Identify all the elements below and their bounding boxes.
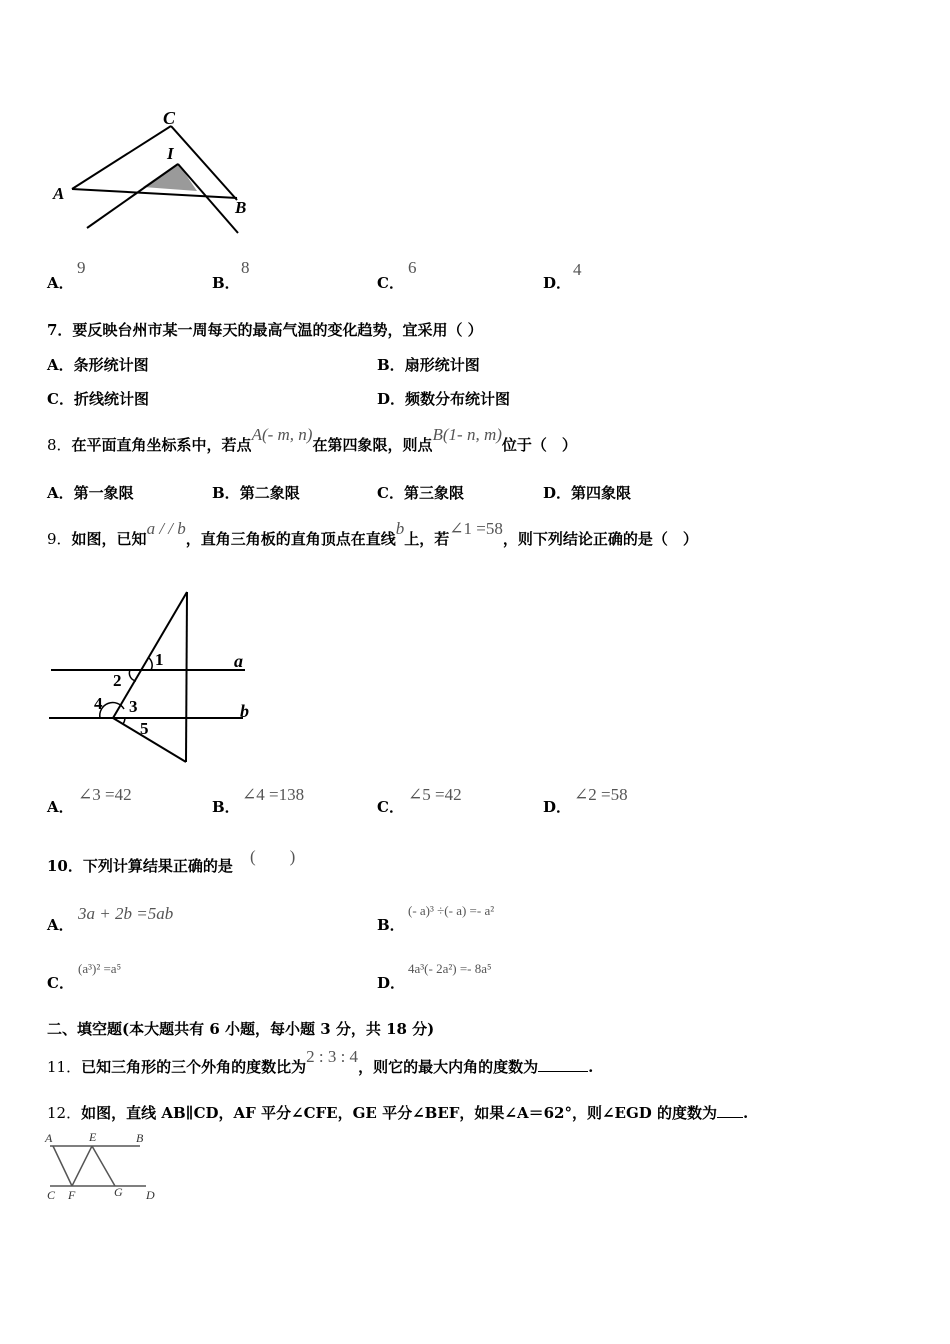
label-1: 1 (155, 650, 164, 669)
q8-option-d[interactable]: D．第四象限 (543, 484, 632, 502)
q8-stem: 8．在平面直角坐标系中，若点A(- m, n)在第四象限，则点B(1- n, m)位于（ ） (47, 425, 577, 454)
q10-option-d[interactable]: D． (377, 974, 406, 992)
triangle-hypotenuse (113, 592, 187, 718)
q8-option-b[interactable]: B．第二象限 (212, 484, 300, 502)
label-a: A (45, 1131, 53, 1145)
line-eg (92, 1146, 115, 1186)
label-a-line: a (234, 651, 243, 671)
label-b: B (136, 1131, 144, 1145)
q8-option-c[interactable]: C．第三象限 (377, 484, 464, 502)
q6-option-d-value: 4 (573, 260, 582, 279)
q10-option-c[interactable]: C． (47, 974, 74, 992)
label-b: B (235, 198, 247, 217)
angle-arc-4 (100, 703, 124, 718)
q10-option-a[interactable]: A． (47, 916, 74, 934)
q9-option-a[interactable]: A． (47, 798, 74, 816)
q10-option-b[interactable]: B． (377, 916, 405, 934)
q12-stem: 12．如图，直线 AB∥CD，AF 平分∠CFE，GE 平分∠BEF，如果∠A＝62°，则∠EGD 的度数为 . (47, 1104, 749, 1122)
label-c: C (47, 1188, 56, 1202)
q9-option-b[interactable]: B． (212, 798, 240, 816)
q12-answer-blank[interactable] (717, 1103, 743, 1118)
label-f: F (68, 1188, 76, 1202)
q6-option-a[interactable]: A． (47, 274, 74, 292)
q7-option-a[interactable]: A．条形统计图 (47, 356, 149, 374)
triangle-vertical-side (186, 592, 187, 762)
q9-option-b-value: ∠4 =138 (242, 785, 305, 804)
line-ruler-left (87, 164, 178, 228)
q10-option-c-value: (a³)² =a⁵ (78, 961, 122, 976)
q7-option-d[interactable]: D．频数分布统计图 (377, 390, 511, 408)
label-c: C (163, 108, 176, 128)
label-d: D (146, 1188, 155, 1202)
label-3: 3 (129, 697, 138, 716)
label-i: I (167, 144, 174, 163)
label-a: A (53, 184, 65, 203)
line-af (53, 1146, 72, 1186)
line-ef (72, 1146, 92, 1186)
angle-arc-1 (149, 658, 152, 670)
section-2-title: 二、填空题(本大题共有 6 小题，每小题 3 分，共 18 分) (47, 1020, 435, 1038)
q6-option-b[interactable]: B． (212, 274, 240, 292)
q7-stem: 7．要反映台州市某一周每天的最高气温的变化趋势，宜采用（ ） (47, 321, 483, 339)
label-4: 4 (94, 694, 103, 713)
triangle-bottom-side (113, 718, 186, 762)
q7-option-c[interactable]: C．折线统计图 (47, 390, 149, 408)
q9-option-d[interactable]: D． (543, 798, 572, 816)
q9-option-c[interactable]: C． (377, 798, 404, 816)
q6-option-a-value: 9 (77, 258, 86, 277)
q11-answer-blank[interactable] (538, 1057, 588, 1072)
q10-stem: 10．下列计算结果正确的是 (47, 857, 233, 875)
q10-option-d-value: 4a³(- 2a²) =- 8a⁵ (408, 961, 492, 976)
q9-stem: 9．如图，已知a / / b，直角三角板的直角顶点在直线b上，若∠1 =58，则下列结论正确的是（ ） (47, 519, 698, 548)
q6-option-d[interactable]: D． (543, 274, 572, 292)
triangle-figure (45, 100, 275, 240)
label-b-line: b (240, 701, 249, 721)
label-g: G (114, 1185, 123, 1199)
label-e: E (89, 1130, 97, 1144)
q9-option-a-value: ∠3 =42 (78, 785, 132, 804)
q6-option-c[interactable]: C． (377, 274, 404, 292)
q9-option-c-value: ∠5 =42 (408, 785, 462, 804)
line-ab (72, 189, 237, 198)
q10-paren: ( ) (250, 847, 296, 866)
q6-option-c-value: 6 (408, 258, 417, 277)
q12-figure (42, 1128, 167, 1206)
label-5: 5 (140, 719, 149, 738)
label-2: 2 (113, 671, 122, 690)
q10-option-b-value: (- a)³ ÷(- a) =- a² (408, 903, 495, 918)
q7-option-b[interactable]: B．扇形统计图 (377, 356, 480, 374)
parallel-lines-figure (45, 585, 270, 770)
q10-option-a-value: 3a + 2b =5ab (78, 904, 174, 923)
q6-option-b-value: 8 (241, 258, 250, 277)
q8-option-a[interactable]: A．第一象限 (47, 484, 134, 502)
q9-option-d-value: ∠2 =58 (574, 785, 628, 804)
q11-stem: 11．已知三角形的三个外角的度数比为2 : 3 : 4，则它的最大内角的度数为 . (47, 1047, 594, 1076)
